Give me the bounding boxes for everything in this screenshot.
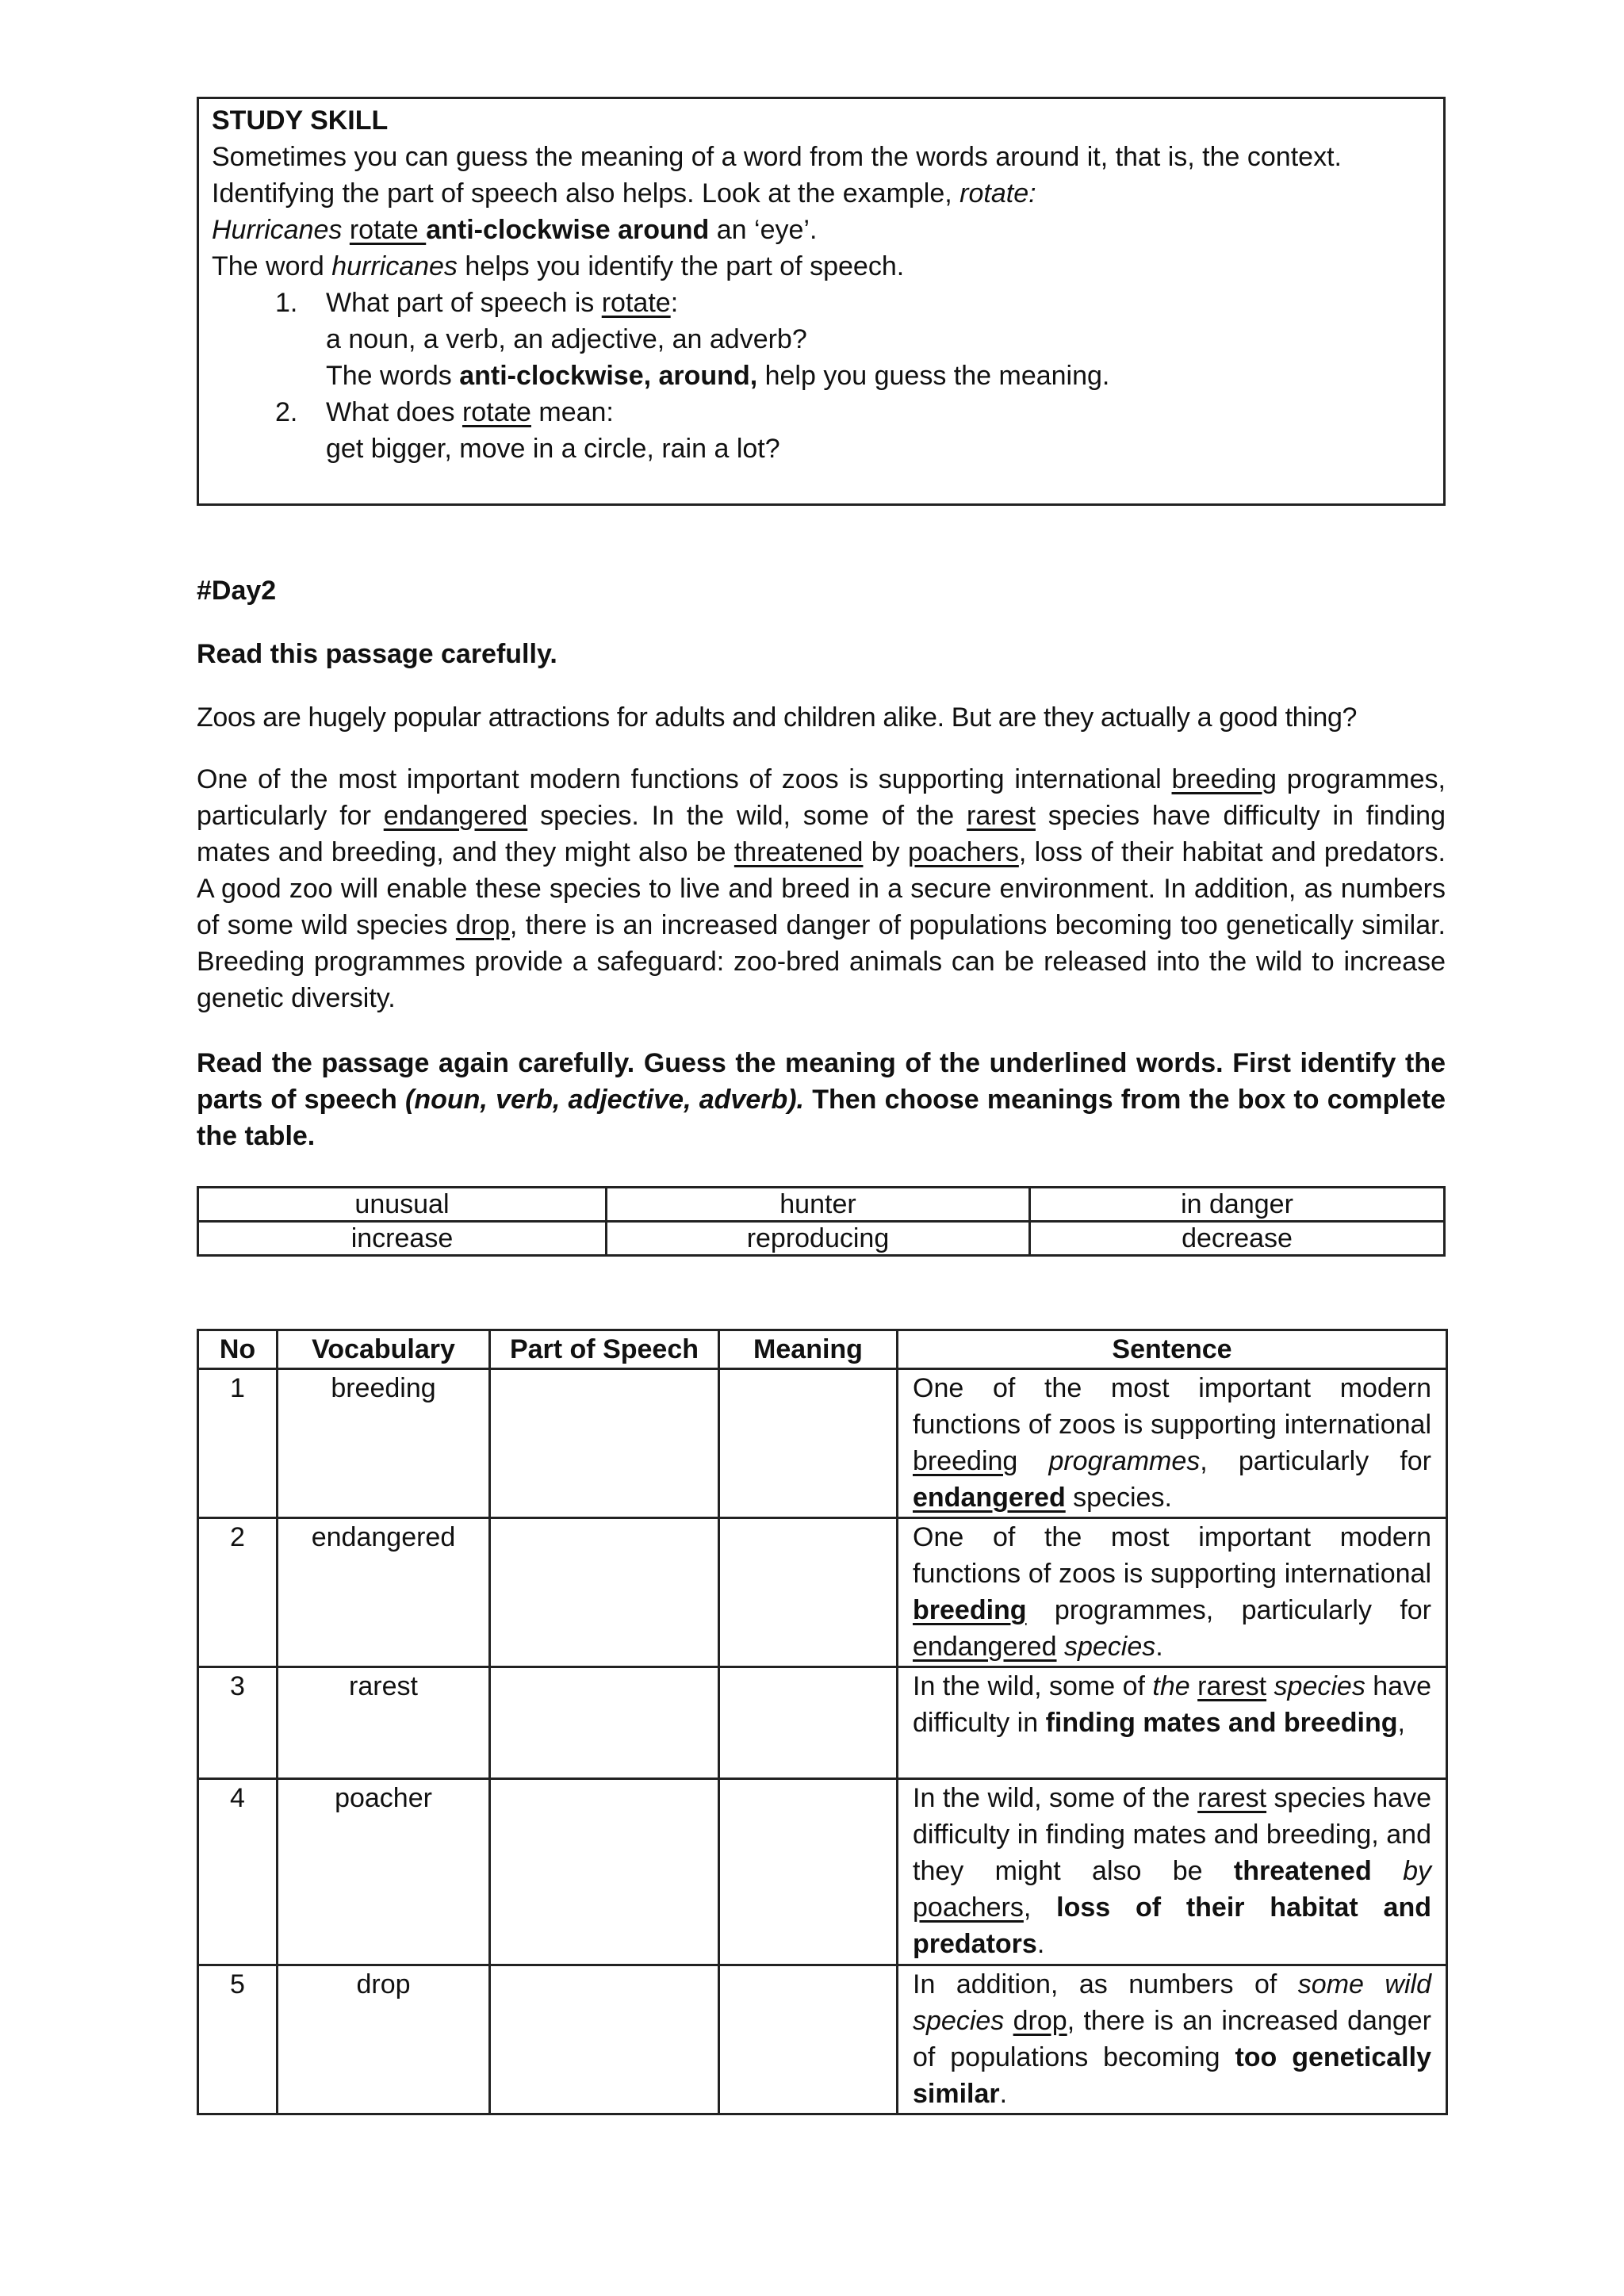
text: have difficulty in: [913, 1671, 1431, 1738]
vocabulary-table: [197, 1329, 1448, 2115]
underlined-word: rotate: [462, 397, 531, 427]
bold-words: anti-clockwise, around,: [459, 361, 758, 391]
question-2: [212, 394, 1431, 467]
table-row: [198, 1779, 1447, 1965]
header-meaning: Meaning: [719, 1330, 898, 1369]
example-subject: Hurricanes: [212, 215, 343, 245]
italic-word: species: [1063, 1632, 1156, 1662]
underlined-word: endangered: [913, 1632, 1057, 1662]
italic-word: programmes: [1048, 1446, 1201, 1476]
meaning-cell[interactable]: [719, 1779, 898, 1965]
text: The word: [212, 251, 332, 281]
part-of-speech-cell[interactable]: [490, 1965, 719, 2114]
text: ,: [1397, 1708, 1405, 1738]
study-skill-line-4: [212, 248, 1431, 285]
underlined-word: endangered: [383, 801, 528, 831]
meaning-option: in danger: [1030, 1188, 1445, 1222]
text: [1372, 1856, 1403, 1886]
header-no: No: [198, 1330, 278, 1369]
question-number: 1.: [275, 288, 298, 318]
text: an ‘eye’.: [709, 215, 818, 245]
study-skill-box: [197, 97, 1446, 506]
day-label: #Day2: [197, 576, 277, 606]
bold-word: threatened: [1233, 1856, 1372, 1886]
text: [1017, 1446, 1048, 1476]
underlined-word: rarest: [967, 801, 1036, 831]
meaning-option: hunter: [606, 1188, 1029, 1222]
meaning-option: unusual: [198, 1188, 607, 1222]
part-of-speech-cell[interactable]: [490, 1667, 719, 1779]
vocabulary-word: rarest: [278, 1667, 490, 1779]
meaning-box-row: [198, 1222, 1445, 1256]
passage-paragraph-2: [197, 761, 1446, 1016]
text: mean:: [530, 397, 614, 427]
text: helps you identify the part of speech.: [457, 251, 905, 281]
underlined-word: breeding: [913, 1446, 1018, 1476]
text: One of the most important modern functions of zoos is supporting international: [913, 1373, 1431, 1440]
text: In the wild, some of: [913, 1671, 1153, 1701]
italic-word: hurricanes: [331, 251, 458, 281]
row-number: 4: [198, 1779, 278, 1965]
text: species have difficulty in finding mates and breeding, and they might also be: [197, 801, 1446, 867]
italic-word: the: [1152, 1671, 1190, 1701]
bold-words: too genetically similar: [913, 2042, 1431, 2109]
text: help you guess the meaning.: [757, 361, 1110, 391]
header-part-of-speech: Part of Speech: [490, 1330, 719, 1369]
text: programmes, particularly for: [1026, 1595, 1431, 1625]
text: programmes, particularly for: [197, 764, 1446, 831]
text: .: [999, 2079, 1008, 2109]
meaning-cell[interactable]: [719, 1667, 898, 1779]
meaning-box: [197, 1186, 1446, 1257]
example-bold-words: anti-clockwise around: [426, 215, 710, 245]
bold-underlined-word: breeding: [913, 1595, 1027, 1625]
question-1: [212, 285, 1431, 394]
row-number: 1: [198, 1369, 278, 1518]
table-row: [198, 1667, 1447, 1779]
text: , particularly for: [1200, 1446, 1432, 1476]
table-row: [198, 1518, 1447, 1667]
text: , there is an increased danger of populations becoming too genetically similar. Breeding programmes provide a safeguard: zoo-bred animals can be released into the wild to increase genetic diversity.: [197, 910, 1446, 1013]
text: In the wild, some of the: [913, 1783, 1198, 1813]
text: What does: [326, 397, 462, 427]
sentence-cell: [898, 1667, 1447, 1779]
part-of-speech-cell[interactable]: [490, 1518, 719, 1667]
table-header-row: [198, 1330, 1447, 1369]
text: In addition, as numbers of: [913, 1969, 1298, 1999]
bold-underlined-word: endangered: [913, 1483, 1066, 1513]
underlined-word: rotate: [601, 288, 671, 318]
sentence-cell: [898, 1965, 1447, 2114]
text: Read the passage again carefully. Guess the meaning of the underlined words. First identify the parts of speech: [197, 1048, 1446, 1115]
text: [1266, 1671, 1274, 1701]
underlined-word: rarest: [1197, 1671, 1267, 1701]
question-options: get bigger, move in a circle, rain a lot?: [326, 434, 780, 464]
text: [1057, 1632, 1064, 1662]
parts-of-speech-list: (noun, verb, adjective, adverb).: [405, 1085, 805, 1115]
meaning-cell[interactable]: [719, 1965, 898, 2114]
vocabulary-word: poacher: [278, 1779, 490, 1965]
sentence-cell: [898, 1779, 1447, 1965]
underlined-word: poachers: [913, 1892, 1024, 1923]
text: species. In the wild, some of the: [527, 801, 967, 831]
text: One of the most important modern functions of zoos is supporting international: [913, 1522, 1431, 1589]
sentence-cell: [898, 1369, 1447, 1518]
underlined-word: threatened: [733, 837, 864, 867]
bold-words: finding mates and breeding: [1045, 1708, 1398, 1738]
text: Then choose meanings from the box to complete the table.: [197, 1085, 1446, 1151]
italic-words: some wild species: [913, 1969, 1431, 2036]
study-skill-line-2: [212, 175, 1431, 212]
header-sentence: Sentence: [898, 1330, 1447, 1369]
table-row: [198, 1965, 1447, 2114]
underlined-word: poachers: [907, 837, 1019, 867]
row-number: 5: [198, 1965, 278, 2114]
example-word: rotate:: [959, 178, 1036, 209]
text: :: [670, 288, 679, 318]
part-of-speech-cell[interactable]: [490, 1369, 719, 1518]
italic-word: by: [1403, 1856, 1431, 1886]
text: species.: [1065, 1483, 1172, 1513]
meaning-option: decrease: [1030, 1222, 1445, 1256]
vocabulary-word: endangered: [278, 1518, 490, 1667]
bold-words: loss of their habitat and predators: [913, 1892, 1431, 1959]
table-row: [198, 1369, 1447, 1518]
instruction-guess-meaning: [197, 1045, 1446, 1154]
italic-word: species: [1274, 1671, 1365, 1701]
example-underlined-word: rotate: [349, 215, 427, 245]
vocabulary-word: drop: [278, 1965, 490, 2114]
text: The words: [326, 361, 460, 391]
question-number: 2.: [275, 397, 298, 427]
underlined-word: breeding: [1171, 764, 1277, 794]
meaning-cell[interactable]: [719, 1518, 898, 1667]
meaning-box-row: [198, 1188, 1445, 1222]
question-options: a noun, a verb, an adjective, an adverb?: [326, 324, 807, 354]
sentence-cell: [898, 1518, 1447, 1667]
vocabulary-word: breeding: [278, 1369, 490, 1518]
text: [1190, 1671, 1197, 1701]
passage-paragraph-1: Zoos are hugely popular attractions for adults and children alike. But are they actually a good thing?: [197, 702, 1358, 733]
study-skill-heading: STUDY SKILL: [212, 105, 389, 136]
underlined-word: drop: [455, 910, 510, 940]
text: [1004, 2006, 1013, 2036]
meaning-option: increase: [198, 1222, 607, 1256]
text: species have difficulty in finding mates and breeding, and they might also be: [913, 1783, 1432, 1886]
meaning-cell[interactable]: [719, 1369, 898, 1518]
study-skill-questions: [212, 285, 1431, 467]
text: ,: [1023, 1892, 1057, 1923]
meaning-option: reproducing: [606, 1222, 1029, 1256]
text: One of the most important modern functions of zoos is supporting international: [197, 764, 1172, 794]
text: .: [1155, 1632, 1163, 1662]
text: , there is an increased danger of populations becoming: [913, 2006, 1431, 2072]
row-number: 2: [198, 1518, 278, 1667]
study-skill-example: [212, 212, 1431, 248]
text: .: [1036, 1929, 1045, 1959]
text: Identifying the part of speech also helps. Look at the example,: [212, 178, 960, 209]
text: by: [863, 837, 908, 867]
row-number: 3: [198, 1667, 278, 1779]
text: What part of speech is: [326, 288, 602, 318]
header-vocabulary: Vocabulary: [278, 1330, 490, 1369]
part-of-speech-cell[interactable]: [490, 1779, 719, 1965]
underlined-word: rarest: [1197, 1783, 1267, 1813]
underlined-word: drop: [1013, 2006, 1067, 2036]
study-skill-line-1: Sometimes you can guess the meaning of a word from the words around it, that is, the context.: [212, 142, 1342, 172]
text: , loss of their habitat and predators. A good zoo will enable these species to live and breed in a secure environment. In addition, as numbers of some wild species: [197, 837, 1446, 940]
instruction-read-passage: Read this passage carefully.: [197, 639, 557, 669]
